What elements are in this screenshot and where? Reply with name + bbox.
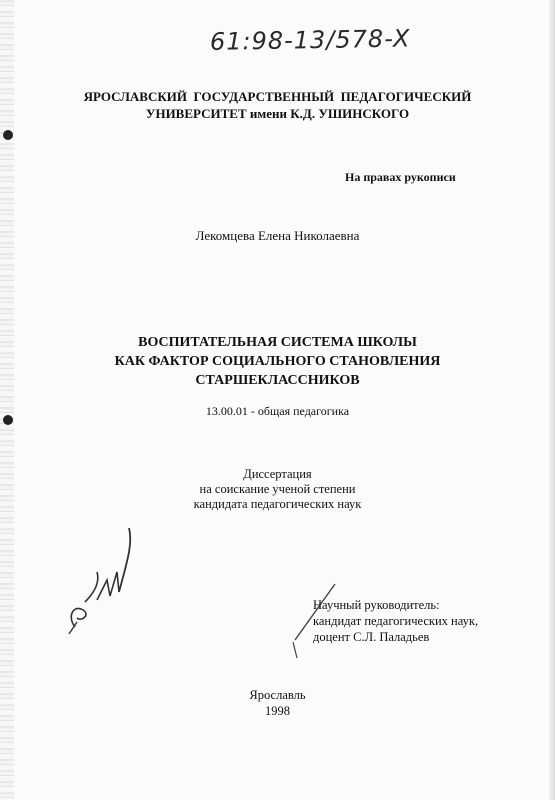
- university-line-2: УНИВЕРСИТЕТ имени К.Д. УШИНСКОГО: [145, 106, 410, 121]
- dissertation-title: [0, 333, 555, 390]
- year: 1998: [265, 704, 290, 718]
- degree-statement: [0, 467, 555, 512]
- author-name: Лекомцева Елена Николаевна: [195, 228, 360, 243]
- binding-hole-icon: [3, 130, 13, 140]
- degree-line-1: Диссертация: [243, 467, 312, 481]
- handwritten-signature-icon: [55, 522, 145, 642]
- supervisor-line-2: кандидат педагогических наук,: [313, 614, 479, 628]
- title-line-3: СТАРШЕКЛАССНИКОВ: [195, 373, 360, 388]
- university-line-1: ЯРОСЛАВСКИЙ ГОСУДАРСТВЕННЫЙ ПЕДАГОГИЧЕСКИЙ: [83, 89, 472, 104]
- handwritten-catalog-code: 61:98-13/578-X: [209, 24, 411, 56]
- degree-line-2: на соискание ученой степени: [199, 482, 356, 496]
- manuscript-rights: На правах рукописи: [345, 170, 456, 184]
- title-line-1: ВОСПИТАТЕЛЬНАЯ СИСТЕМА ШКОЛЫ: [138, 335, 417, 350]
- supervisor-line-1: Научный руководитель:: [313, 598, 440, 612]
- title-line-2: КАК ФАКТОР СОЦИАЛЬНОГО СТАНОВЛЕНИЯ: [114, 354, 441, 369]
- degree-line-3: кандидата педагогических наук: [193, 497, 362, 511]
- city: Ярославль: [249, 688, 306, 702]
- supervisor-line-3: доцент С.Л. Паладьев: [313, 630, 430, 644]
- university-name: [0, 88, 555, 122]
- scientific-supervisor: [313, 597, 478, 645]
- specialty-code: 13.00.01 - общая педагогика: [205, 404, 350, 418]
- place-and-year: [0, 687, 555, 719]
